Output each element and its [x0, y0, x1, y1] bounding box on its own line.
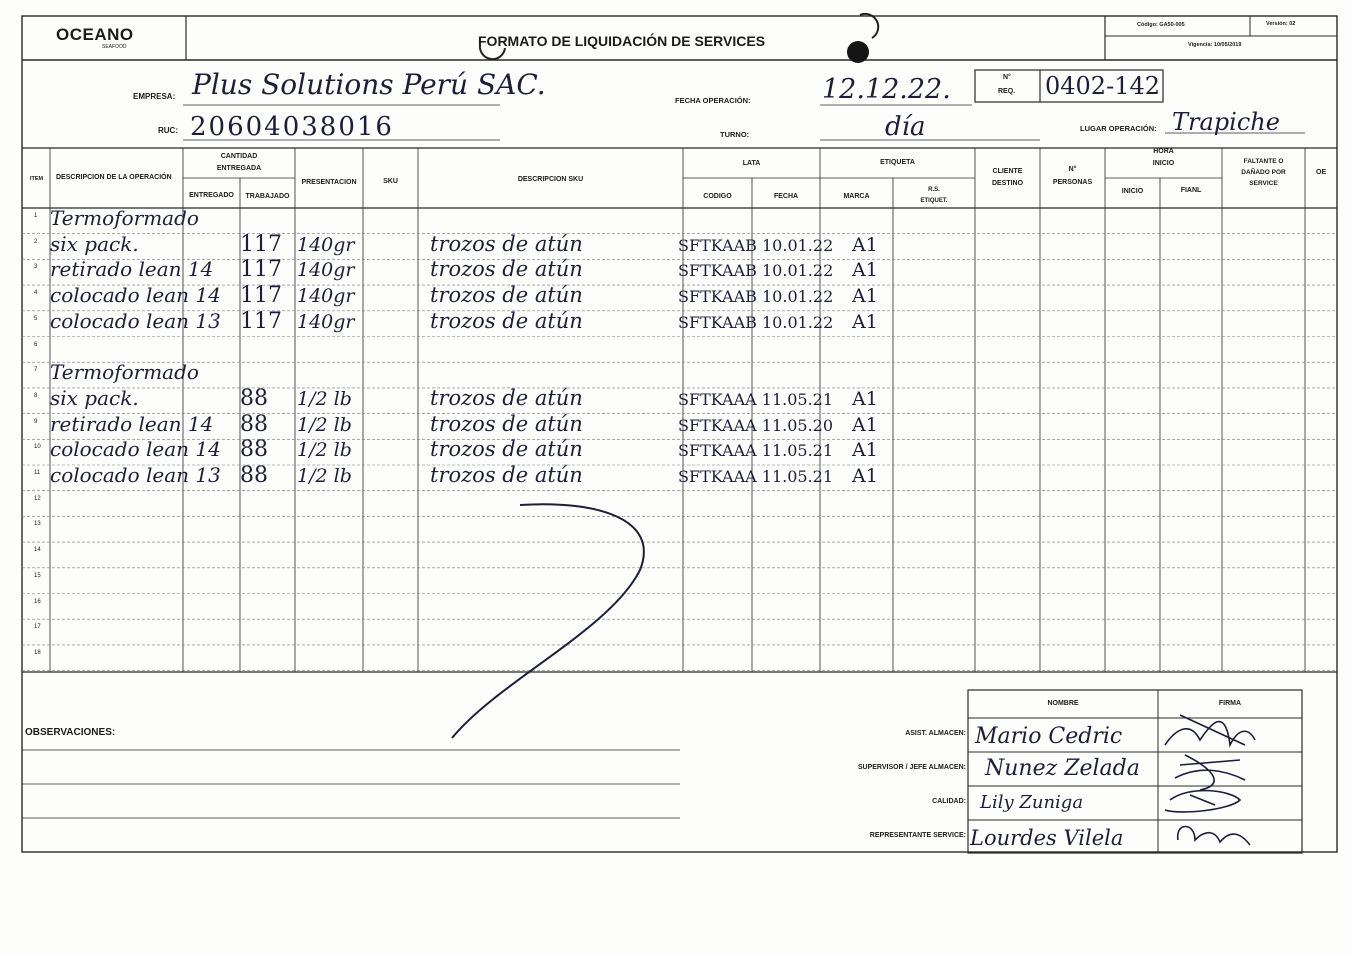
empresa-value: Plus Solutions Perú SAC. [192, 68, 546, 101]
signer-name-supervisor: Nunez Zelada [985, 756, 1140, 781]
row-description: colocado lean 13 [50, 308, 221, 333]
row-presentacion: 1/2 lb [297, 413, 352, 436]
row-description: Termoformado [50, 206, 199, 230]
observaciones-label: OBSERVACIONES: [25, 727, 116, 738]
row-number: 5 [34, 315, 38, 322]
col-descripcion-sku: DESCRIPCION SKU [517, 176, 584, 183]
col-lata: LATA [742, 160, 761, 167]
row-number: 3 [34, 264, 38, 271]
signer-name-asist: Mario Cedric [975, 724, 1123, 749]
row-codigo: SFTKAAA 11.05.21 [678, 467, 834, 486]
row-entregado: 88 [240, 411, 268, 437]
validity-label: Vigencia: 10/05/2019 [1188, 42, 1242, 48]
col-faltante-2: DAÑADO POR [1241, 169, 1286, 176]
signature-firma-2 [1175, 755, 1245, 790]
col-entregado: ENTREGADO [189, 192, 234, 199]
row-marca: A1 [852, 439, 878, 462]
row-entregado: 88 [240, 385, 268, 411]
row-entregado: 88 [240, 437, 268, 463]
col-hora-1: HORA [1153, 148, 1174, 155]
row-sku-description: trozos de atún [430, 411, 583, 436]
row-number: 17 [34, 624, 41, 631]
col-final: FIANL [1180, 187, 1202, 194]
col-personas-1: N° [1068, 166, 1077, 173]
col-cliente-1: CLIENTE [992, 168, 1023, 175]
row-number: 15 [34, 572, 41, 579]
row-description: retirado lean 14 [50, 411, 214, 436]
row-number: 2 [34, 238, 38, 245]
row-number: 4 [34, 290, 38, 297]
col-faltante-3: SERVICE [1249, 180, 1278, 187]
col-rs-2: ETIQUET. [920, 198, 948, 204]
row-marca: A1 [852, 465, 878, 487]
col-codigo: CODIGO [703, 193, 732, 200]
row-number: 8 [34, 392, 38, 399]
row-marca: A1 [852, 259, 878, 282]
row-presentacion: 1/2 lb [297, 387, 352, 410]
row-codigo: SFTKAAA 11.05.21 [678, 441, 834, 461]
row-sku-description: trozos de atún [430, 437, 583, 462]
row-codigo: SFTKAAA 11.05.21 [678, 389, 834, 409]
signer-name-representante: Lourdes Vilela [970, 826, 1124, 850]
lugar-label: LUGAR OPERACIÓN: [1080, 124, 1157, 133]
col-personas-2: PERSONAS [1052, 179, 1093, 186]
col-fecha: FECHA [773, 193, 799, 200]
col-faltante-1: FALTANTE O [1243, 158, 1284, 165]
logo-subtitle: SEAFOOD [102, 44, 127, 50]
row-description: Termoformado [50, 360, 199, 385]
col-cantidad-2: ENTREGADA [216, 165, 262, 172]
turno-value: día [885, 112, 926, 142]
turno-label: TURNO: [720, 130, 750, 139]
row-number: 1 [34, 213, 38, 219]
row-marca: A1 [852, 285, 878, 308]
row-presentacion: 140gr [297, 233, 355, 256]
company-logo: OCEANO [56, 25, 134, 44]
row-description: six pack. [50, 385, 139, 410]
col-presentacion: PRESENTACION [301, 179, 357, 186]
row-number: 18 [34, 649, 41, 656]
row-presentacion: 140gr [297, 310, 355, 333]
signer-role-representante: REPRESENTANTE SERVICE: [869, 832, 966, 839]
signature-firma-1 [1165, 715, 1255, 745]
signer-name-calidad: Lily Zuniga [980, 792, 1084, 813]
row-description: six pack. [50, 231, 139, 256]
row-description: colocado lean 13 [50, 463, 221, 487]
row-presentacion: 140gr [297, 285, 355, 308]
row-description: colocado lean 14 [50, 437, 221, 462]
row-description: retirado lean 14 [50, 257, 214, 282]
nombre-label: NOMBRE [1047, 700, 1079, 707]
void-stroke-line [452, 504, 644, 738]
col-sku: SKU [383, 178, 398, 185]
row-number: 14 [34, 547, 41, 554]
row-number: 9 [34, 418, 38, 425]
row-marca: A1 [852, 233, 878, 256]
row-codigo: SFTKAAB 10.01.22 [678, 312, 834, 332]
req-label-2: REQ. [998, 88, 1016, 95]
row-number: 16 [34, 598, 41, 605]
row-number: 6 [34, 341, 38, 348]
empresa-label: EMPRESA: [133, 92, 176, 101]
row-number: 11 [34, 470, 41, 476]
row-sku-description: trozos de atún [430, 231, 583, 256]
version-label: Versión: 02 [1266, 21, 1296, 27]
row-number: 7 [34, 367, 38, 374]
signer-role-supervisor: SUPERVISOR / JEFE ALMACEN: [857, 764, 966, 771]
row-codigo: SFTKAAB 10.01.22 [678, 287, 834, 307]
row-marca: A1 [852, 387, 878, 410]
row-codigo: SFTKAAB 10.01.22 [678, 235, 834, 255]
code-label: Código: GA50-005 [1137, 22, 1185, 28]
fecha-value: 12.12.22. [822, 74, 951, 105]
row-entregado: 88 [240, 463, 268, 488]
col-marca: MARCA [843, 193, 870, 200]
col-trabajado: TRABAJADO [245, 193, 290, 200]
ruc-label: RUC: [158, 126, 178, 135]
row-entregado: 117 [240, 257, 282, 283]
firma-label: FIRMA [1218, 700, 1242, 707]
lugar-value: Trapiche [1172, 108, 1280, 136]
row-marca: A1 [852, 310, 878, 333]
ruc-value: 20604038016 [190, 112, 394, 142]
row-number: 10 [34, 444, 41, 451]
page-title: FORMATO DE LIQUIDACIÓN DE SERVICES [478, 33, 766, 49]
row-entregado: 117 [240, 308, 282, 334]
row-marca: A1 [852, 413, 878, 436]
row-entregado: 117 [240, 283, 282, 309]
row-sku-description: trozos de atún [430, 463, 583, 487]
signature-firma-4 [1178, 827, 1250, 846]
col-item: ITEM [30, 176, 44, 182]
row-presentacion: 1/2 lb [297, 439, 352, 462]
signer-role-calidad: CALIDAD: [932, 798, 966, 805]
col-cliente-2: DESTINO [991, 180, 1024, 187]
row-number: 13 [34, 521, 41, 528]
signer-role-asist: ASIST. ALMACEN: [905, 730, 966, 737]
col-rs-1: R.S. [928, 187, 940, 193]
row-presentacion: 140gr [297, 259, 355, 282]
req-label-1: N° [1003, 74, 1011, 81]
col-hora-2: INICIO [1152, 160, 1175, 167]
col-oe: OE [1316, 169, 1327, 176]
row-presentacion: 1/2 lb [297, 465, 352, 487]
row-sku-description: trozos de atún [430, 308, 583, 333]
col-inicio: INICIO [1121, 188, 1144, 195]
fecha-label: FECHA OPERACIÓN: [675, 96, 751, 105]
col-cantidad-1: CANTIDAD [220, 153, 258, 160]
signature-firma-3 [1165, 791, 1240, 812]
row-entregado: 117 [240, 231, 282, 257]
row-codigo: SFTKAAA 11.05.20 [678, 415, 834, 435]
row-codigo: SFTKAAB 10.01.22 [678, 261, 834, 281]
row-sku-description: trozos de atún [430, 385, 583, 410]
row-sku-description: trozos de atún [430, 257, 583, 282]
row-description: colocado lean 14 [50, 283, 221, 308]
req-value: 0402-142 [1045, 72, 1160, 100]
col-etiqueta: ETIQUETA [880, 159, 915, 166]
row-number: 12 [34, 495, 41, 502]
col-descripcion: DESCRIPCION DE LA OPERACIÓN [56, 174, 172, 181]
row-sku-description: trozos de atún [430, 283, 583, 308]
